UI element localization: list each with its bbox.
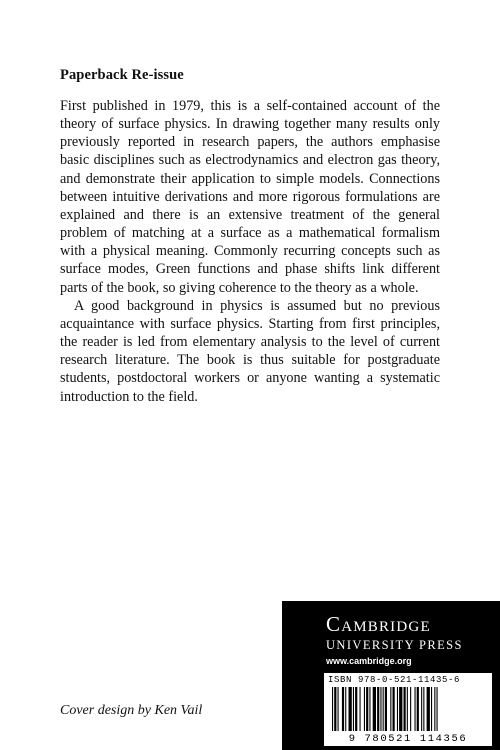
heading: Paperback Re-issue [60, 67, 184, 83]
publisher-name: Cambridge [326, 612, 431, 636]
paragraph-2: A good background in physics is assumed but no previous acquaintance with surface physics. Starting from first principles, the reader is led from elementary analysis to the level of current research literature. The book is thus suitable for postgraduate students, postdoctoral workers or anyone wanting a systematic introduction to the field. [60, 297, 440, 405]
description-text [60, 97, 440, 406]
barcode-digits: 9 780521 114356 [348, 733, 468, 745]
isbn-label: ISBN 978-0-521-11435-6 [328, 675, 461, 685]
publisher-press: UNIVERSITY PRESS [326, 638, 463, 652]
barcode-panel [324, 673, 492, 746]
publisher-box [282, 601, 500, 750]
barcode-icon [330, 687, 486, 733]
publisher-url: www.cambridge.org [326, 656, 412, 666]
paragraph-1: First published in 1979, this is a self-contained account of the theory of surface physics. In drawing together many results only previously reported in research papers, the authors emphasise basic disciplines such as electrodynamics and electron gas theory, and demonstrate their application to simple models. Connections between intuitive derivations and more rigorous formulations are explained and there is an extensive treatment of the general problem of matching at a surface as a mathematical formalism with a physical meaning. Commonly recurring concepts such as surface modes, Green functions and phase shifts link different parts of the book, so giving coherence to the theory as a whole. [60, 98, 440, 296]
cover-credit: Cover design by Ken Vail [60, 703, 203, 718]
